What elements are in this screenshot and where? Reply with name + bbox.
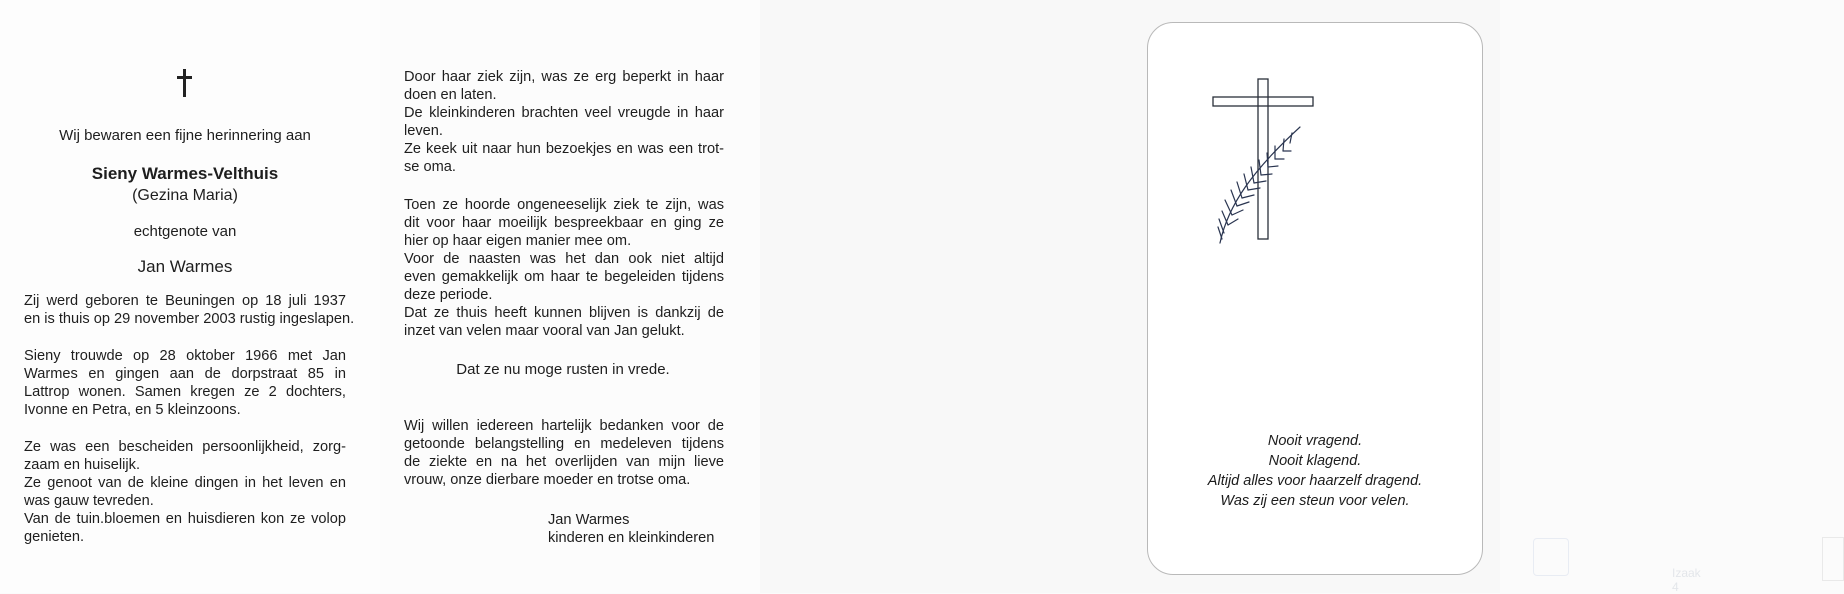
paragraph-line: was gauw tevreden. bbox=[24, 493, 154, 509]
spouse-name: Jan Warmes bbox=[137, 257, 233, 276]
publisher-logo bbox=[1822, 537, 1844, 581]
birth-paragraph bbox=[24, 292, 355, 328]
spouse-of-label: echtgenote van bbox=[133, 223, 237, 240]
marriage-paragraph bbox=[24, 347, 346, 419]
thanks-paragraph bbox=[404, 417, 724, 489]
given-names: (Gezina Maria) bbox=[132, 187, 238, 204]
paragraph-line: Wij willen iedereen hartelijk bedanken voor de bbox=[404, 418, 724, 434]
paragraph-line: de ziekte en na het overlijden van mijn lieve bbox=[404, 454, 724, 470]
poem bbox=[1148, 431, 1482, 511]
poem-line: Nooit klagend. bbox=[1268, 453, 1362, 469]
paragraph-line: Sieny trouwde op 28 oktober 1966 met Jan bbox=[24, 348, 346, 364]
paragraph-line: inzet van velen maar vooral van Jan gelukt. bbox=[404, 323, 685, 339]
paragraph-line: Zij werd geboren te Beuningen op 18 juli 1937 bbox=[24, 293, 346, 309]
paragraph-line: even gemakkelijk om haar te begeleiden tijdens bbox=[404, 269, 724, 285]
printer-logo bbox=[1533, 538, 1569, 576]
faint-print-text: Izaak 4 bbox=[1672, 566, 1701, 594]
cross-palm-icon bbox=[1208, 75, 1318, 255]
deceased-name: Sieny Warmes-Velthuis bbox=[91, 164, 279, 183]
illness-paragraph bbox=[404, 68, 724, 176]
signature-line: kinderen en kleinkinderen bbox=[548, 530, 715, 546]
poem-line: Was zij een steun voor velen. bbox=[1220, 493, 1410, 509]
paragraph-line: Van de tuin.bloemen en huisdieren kon ze volop bbox=[24, 511, 346, 527]
front-card bbox=[1147, 22, 1483, 575]
paragraph-line: hier op haar eigen manier mee om. bbox=[404, 233, 632, 249]
poem-line: Altijd alles voor haarzelf dragend. bbox=[1207, 473, 1423, 489]
paragraph-line: vrouw, onze dierbare moeder en trotse oma. bbox=[404, 472, 691, 488]
care-paragraph bbox=[404, 196, 724, 340]
paragraph-line: getoonde belangstelling en medeleven tijdens bbox=[404, 436, 724, 452]
left-panel bbox=[0, 0, 380, 593]
paragraph-line: De kleinkinderen brachten veel vreugde in haar bbox=[404, 105, 724, 121]
paragraph-line: Ivonne en Petra, en 5 kleinzoons. bbox=[24, 402, 241, 418]
paragraph-line: Ze was een bescheiden persoonlijkheid, zorg- bbox=[24, 439, 346, 455]
signature-line: Jan Warmes bbox=[548, 512, 630, 528]
rest-in-peace-line: Dat ze nu moge rusten in vrede. bbox=[456, 361, 670, 378]
paragraph-line: Dat ze thuis heeft kunnen blijven is dankzij de bbox=[404, 305, 724, 321]
paragraph-line: Ze genoot van de kleine dingen in het leven en bbox=[24, 475, 346, 491]
paragraph-line: Ze keek uit naar hun bezoekjes en was een trot- bbox=[404, 141, 724, 157]
intro-text: Wij bewaren een fijne herinnering aan bbox=[59, 127, 311, 144]
paragraph-line: se oma. bbox=[404, 159, 456, 175]
paragraph-line: Toen ze hoorde ongeneeselijk ziek te zijn, was bbox=[404, 197, 724, 213]
paragraph-line: Door haar ziek zijn, was ze erg beperkt in haar bbox=[404, 69, 724, 85]
paragraph-line: Lattrop wonen. Samen kregen ze 2 dochters, bbox=[24, 384, 346, 400]
paragraph-line: Voor de naasten was het dan ook niet altijd bbox=[404, 251, 724, 267]
paragraph-line: Warmes en gingen aan de dorpstraat 85 in bbox=[24, 366, 346, 382]
paragraph-line: en is thuis op 29 november 2003 rustig ingeslapen. bbox=[24, 311, 355, 327]
paragraph-line: genieten. bbox=[24, 529, 85, 545]
paragraph-line: zaam en huiselijk. bbox=[24, 457, 140, 473]
cross-icon bbox=[176, 69, 194, 99]
paragraph-line: deze periode. bbox=[404, 287, 493, 303]
paragraph-line: dit voor haar moeilijk bespreekbaar en ging ze bbox=[404, 215, 724, 231]
character-paragraph bbox=[24, 438, 346, 546]
paragraph-line: leven. bbox=[404, 123, 443, 139]
poem-line: Nooit vragend. bbox=[1267, 433, 1363, 449]
signature bbox=[548, 511, 714, 547]
paragraph-line: doen en laten. bbox=[404, 87, 497, 103]
